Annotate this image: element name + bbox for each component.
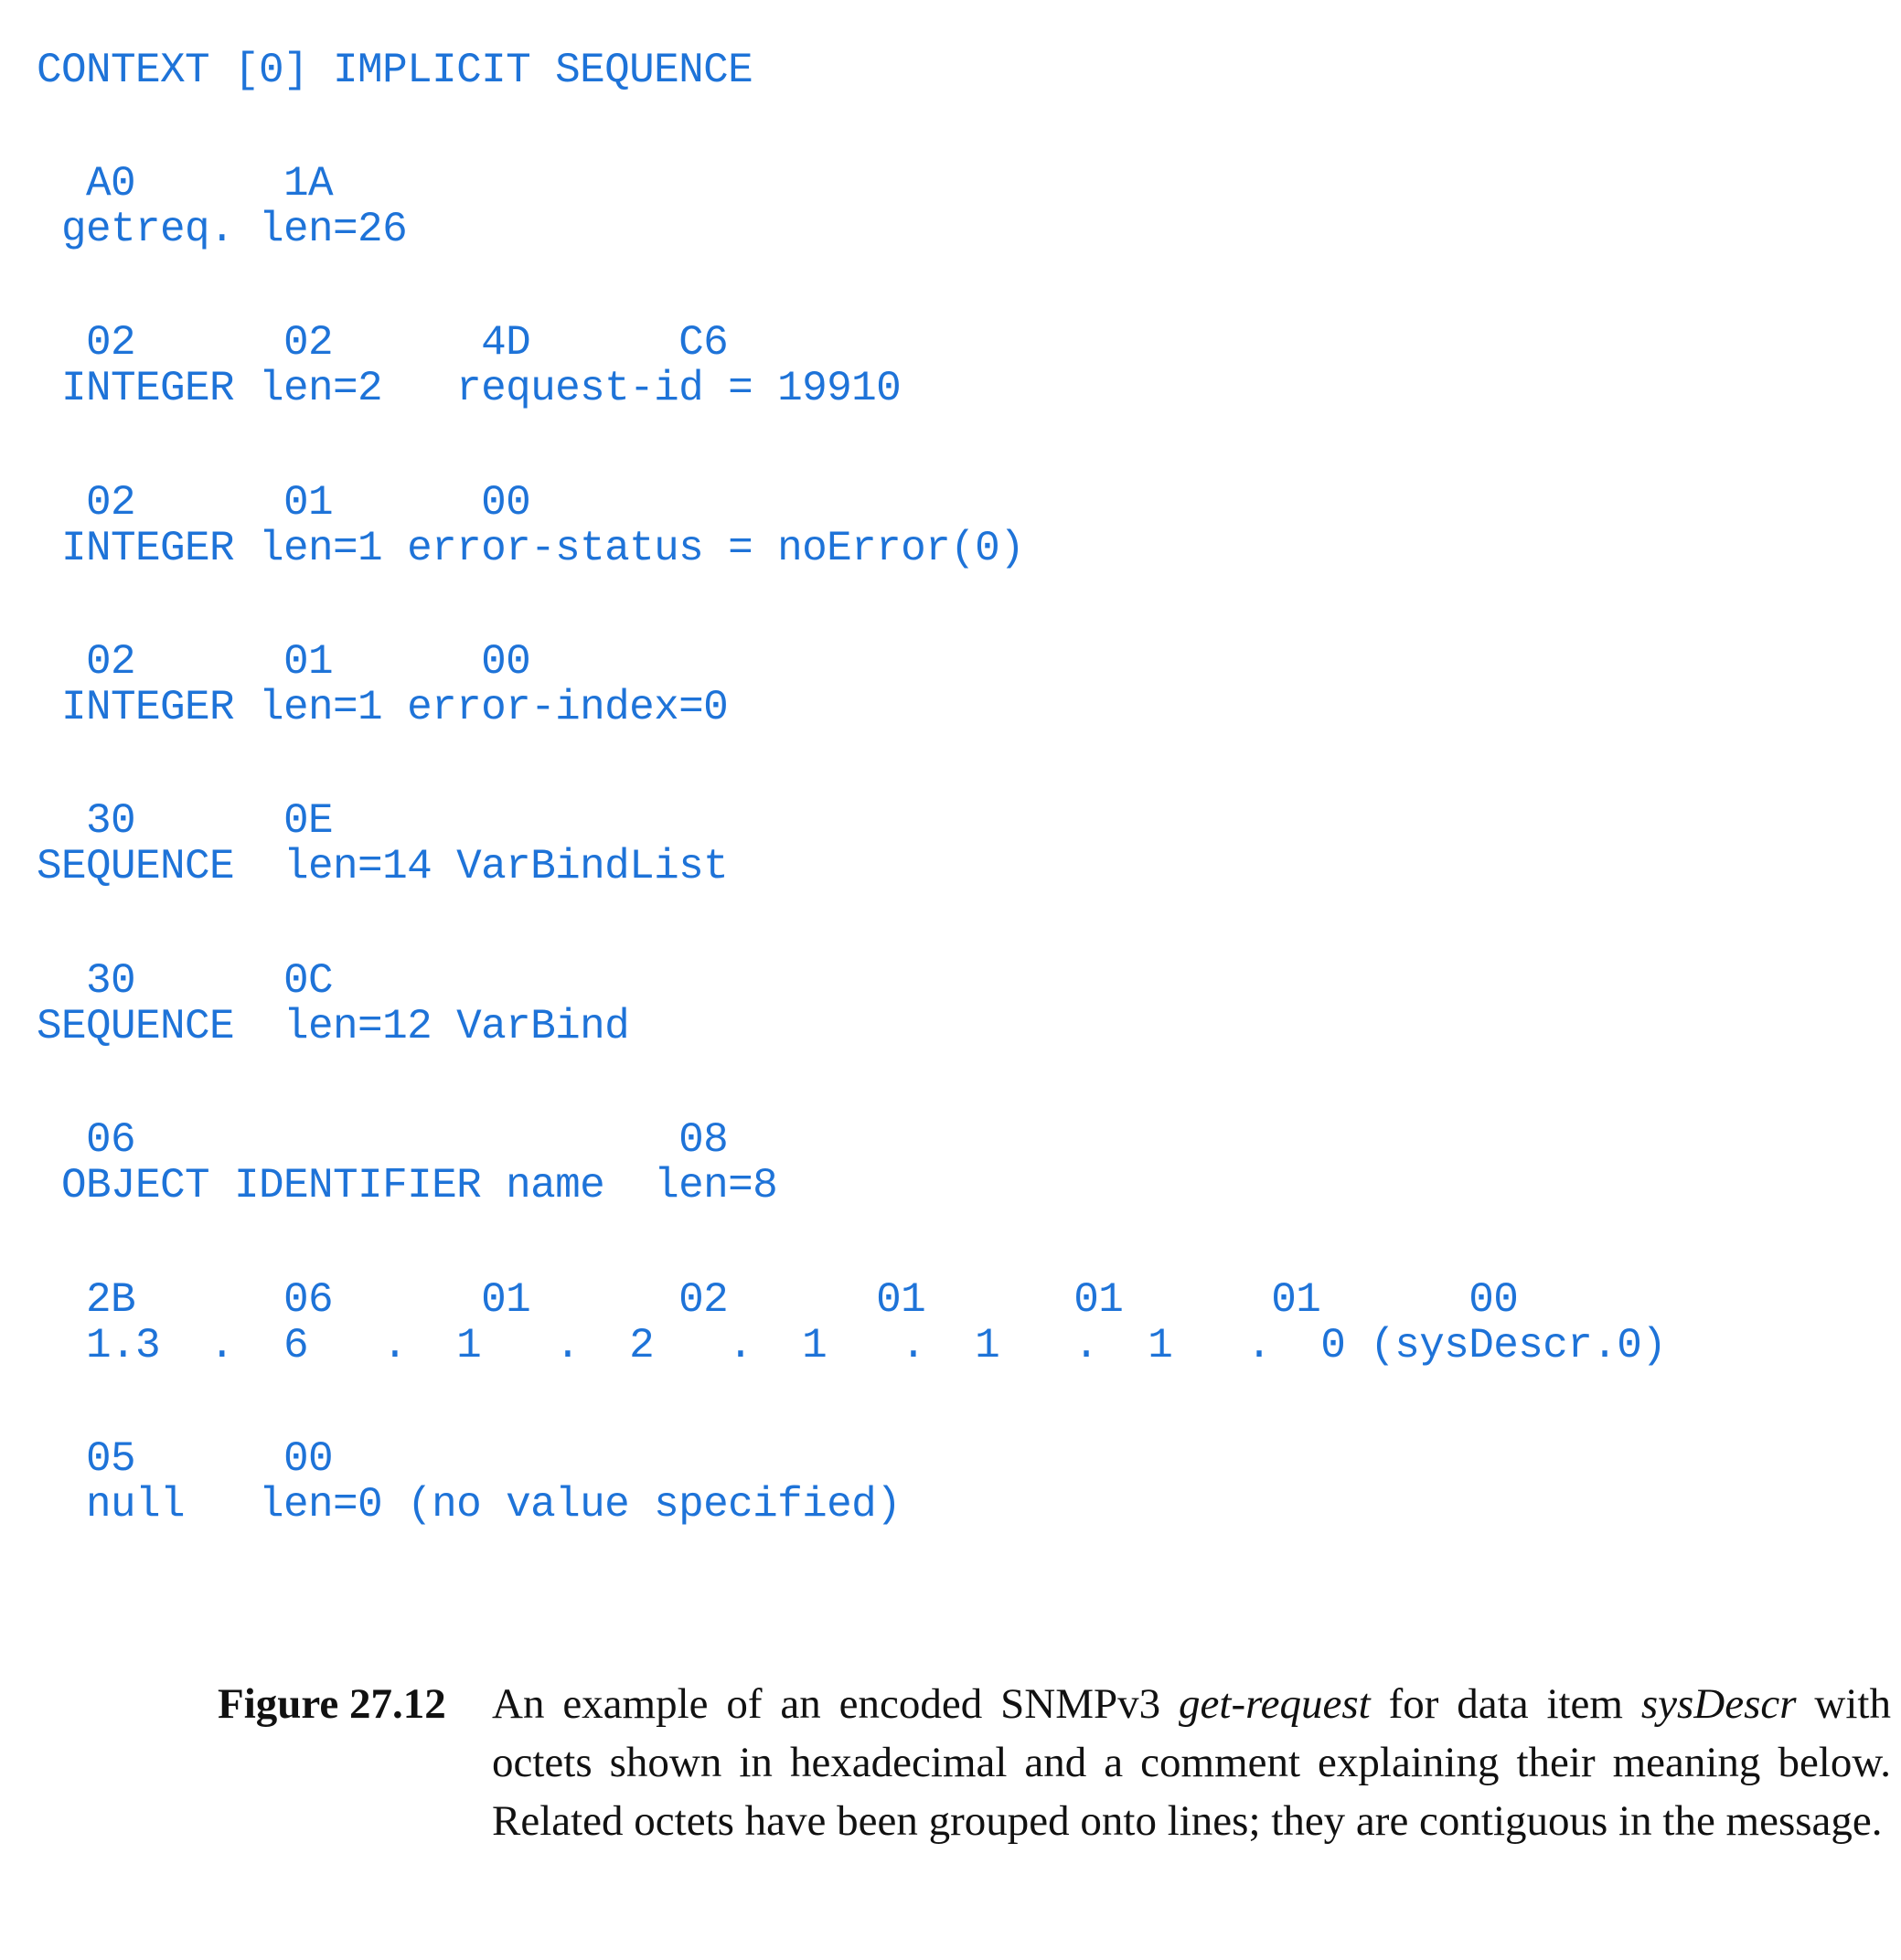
group-9-hex: 05 00: [37, 1435, 334, 1483]
group-1-hex: A0 1A: [37, 160, 334, 208]
caption-term-sysdescr: sysDescr: [1640, 1680, 1797, 1728]
group-8-meaning: 1.3 . 6 . 1 . 2 . 1 . 1 . 1 . 0 (sysDescr.0): [37, 1322, 1667, 1369]
group-2-meaning: INTEGER len=2 request-id = 19910: [37, 365, 902, 412]
group-4-hex: 02 01 00: [37, 638, 531, 686]
group-9-meaning: null len=0 (no value specified): [37, 1481, 902, 1529]
caption-part-1: An example of an encoded SNMPv3: [492, 1680, 1180, 1728]
group-1-meaning: getreq. len=26: [37, 206, 408, 253]
group-4-meaning: INTEGER len=1 error-index=0: [37, 684, 729, 731]
group-6-hex: 30 0C: [37, 957, 334, 1005]
caption-part-3: with octets shown in hexadecimal and a comment explaining their meaning below. Related octets have been grouped onto lines; they are contiguous in the message.: [492, 1680, 1891, 1845]
group-5-meaning: SEQUENCE len=14 VarBindList: [37, 843, 729, 890]
caption-part-2: for data item: [1370, 1680, 1641, 1728]
group-5-hex: 30 0E: [37, 797, 334, 845]
listing-header: CONTEXT [0] IMPLICIT SEQUENCE: [37, 47, 753, 94]
group-7-hex: 06 08: [37, 1116, 729, 1164]
group-8-hex: 2B 06 01 02 01 01 01 00: [37, 1276, 1519, 1324]
caption-term-get-request: get-request: [1179, 1680, 1371, 1728]
caption-text: [492, 1675, 1891, 1850]
group-7-meaning: OBJECT IDENTIFIER name len=8: [37, 1162, 778, 1209]
group-3-meaning: INTEGER len=1 error-status = noError(0): [37, 525, 1025, 572]
group-3-hex: 02 01 00: [37, 479, 531, 527]
group-6-meaning: SEQUENCE len=12 VarBind: [37, 1003, 630, 1050]
figure-label: Figure 27.12: [218, 1680, 446, 1728]
group-2-hex: 02 02 4D C6: [37, 319, 729, 367]
